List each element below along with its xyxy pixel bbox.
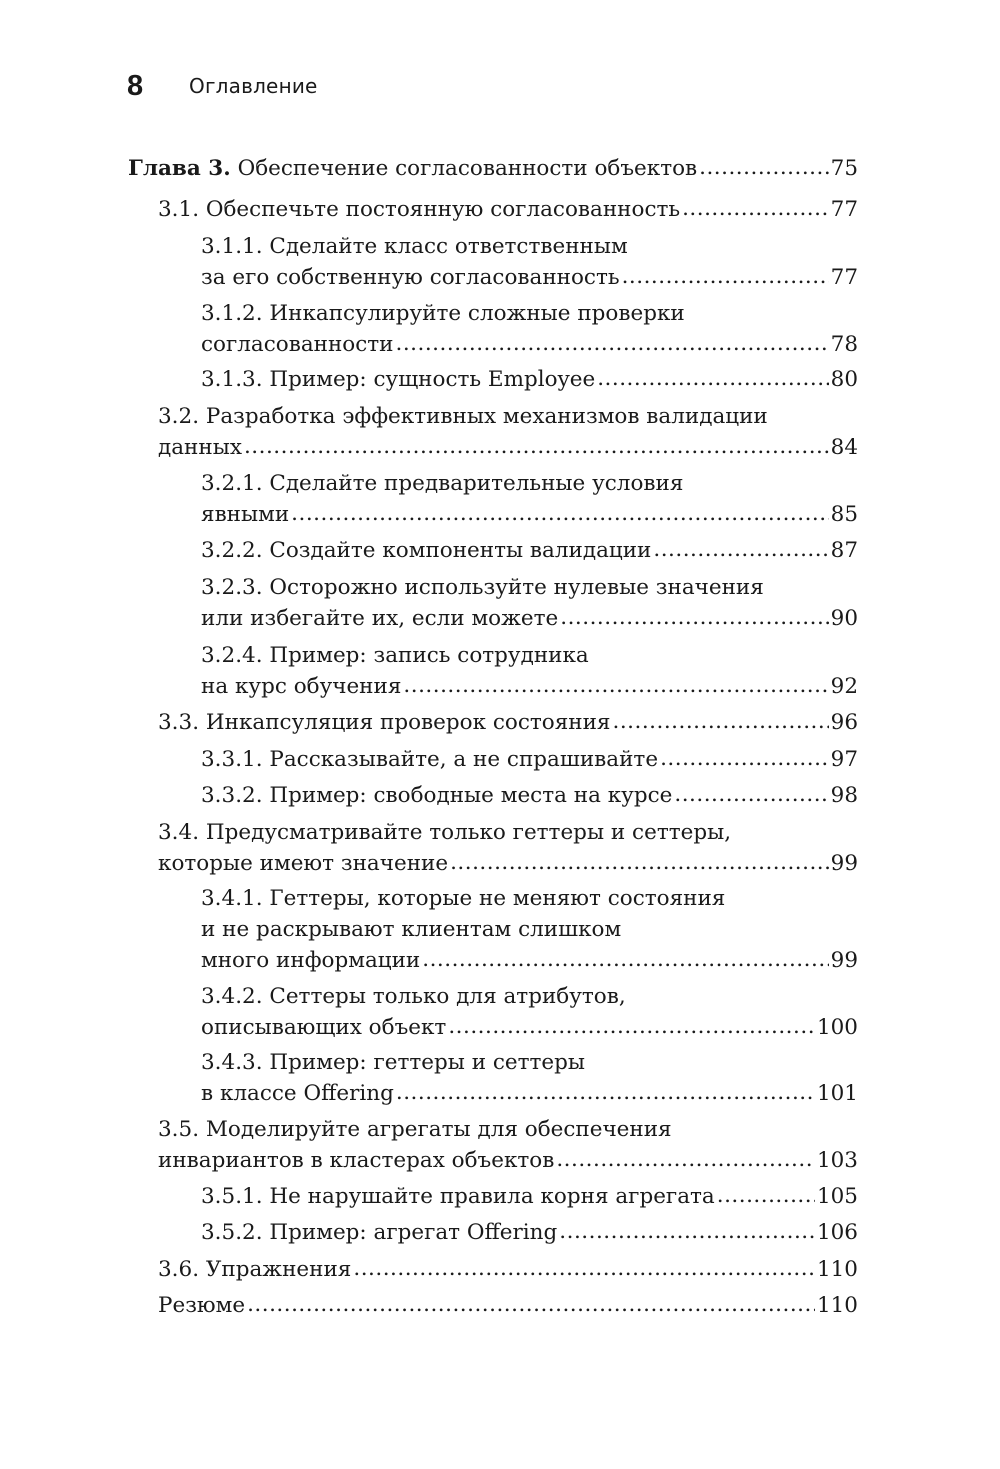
- dot-leader: [717, 1180, 815, 1211]
- toc-entry-3-2-1: [201, 468, 858, 530]
- toc-entry-text: согласованности: [201, 332, 394, 357]
- toc-entry-text: в классе Offering: [201, 1081, 394, 1106]
- dot-leader: [291, 498, 828, 529]
- toc-page-number: 99: [830, 948, 858, 973]
- toc-page-number: 105: [816, 1184, 858, 1209]
- toc-entry-text: данных: [158, 435, 242, 460]
- toc-entry-text: 3.3.1. Рассказывайте, а не спрашивайте: [201, 747, 659, 772]
- toc-entry-summary: [158, 1290, 858, 1321]
- running-head: Оглавление: [189, 74, 318, 98]
- dot-leader: [422, 944, 828, 975]
- toc-page-number: 75: [830, 156, 858, 181]
- dot-leader: [556, 1144, 815, 1175]
- dot-leader: [597, 363, 828, 394]
- page-number: 8: [127, 69, 144, 102]
- toc-entry-3-1-1: [201, 231, 858, 293]
- toc-entry-text: 3.1.1. Сделайте класс ответственным: [201, 234, 628, 259]
- toc-entry-3-3: [158, 707, 858, 738]
- toc-entry-3-4-1: [201, 883, 858, 976]
- chapter-title: Обеспечение согласованности объектов: [237, 156, 698, 181]
- dot-leader: [448, 1011, 815, 1042]
- toc-page-number: 78: [830, 332, 858, 357]
- toc-page-number: 77: [830, 265, 858, 290]
- toc-entry-text: 3.4.1. Геттеры, которые не меняют состояния: [201, 886, 726, 911]
- toc-entry-text: 3.2.1. Сделайте предварительные условия: [201, 471, 684, 496]
- toc-page-number: 99: [830, 851, 858, 876]
- toc-page-number: 101: [816, 1081, 858, 1106]
- toc-entry-text: 3.1. Обеспечьте постоянную согласованность: [158, 197, 681, 222]
- toc-page-number: 98: [830, 783, 858, 808]
- dot-leader: [247, 1289, 815, 1320]
- toc-page-number: 80: [830, 367, 858, 392]
- toc-page-number: 87: [830, 538, 858, 563]
- toc-page-number: 97: [830, 747, 858, 772]
- toc-entry-3-1-2: [201, 298, 858, 360]
- toc-entry-text: и не раскрывают клиентам слишком: [201, 917, 622, 942]
- toc-entry-text: 3.5. Моделируйте агрегаты для обеспечения: [158, 1117, 672, 1142]
- toc-entry-text: 3.2.4. Пример: запись сотрудника: [201, 643, 589, 668]
- dot-leader: [622, 261, 829, 292]
- toc-entry-text: Резюме: [158, 1293, 246, 1318]
- toc-page-number: 106: [816, 1220, 858, 1245]
- dot-leader: [450, 847, 829, 878]
- toc-page-number: 84: [830, 435, 858, 460]
- toc-entry-text: 3.3.2. Пример: свободные места на курсе: [201, 783, 673, 808]
- toc-page-number: 90: [830, 606, 858, 631]
- toc-entry-3-6: [158, 1254, 858, 1285]
- toc-entry-text: инвариантов в кластерах объектов: [158, 1148, 555, 1173]
- toc-entry-chapter-3: [128, 153, 858, 184]
- dot-leader: [699, 152, 829, 183]
- toc-entry-3-2-3: [201, 572, 858, 634]
- toc-entry-text: 3.2.2. Создайте компоненты валидации: [201, 538, 652, 563]
- toc-entry-3-1-3: [201, 364, 858, 395]
- toc-entry-text: [128, 153, 697, 184]
- toc-entry-3-1: [158, 194, 858, 225]
- toc-entry-3-2-2: [201, 535, 858, 566]
- toc-entry-3-3-1: [201, 744, 858, 775]
- dot-leader: [682, 193, 829, 224]
- toc-page-number: 96: [830, 710, 858, 735]
- toc-entry-text: 3.5.2. Пример: агрегат Offering: [201, 1220, 558, 1245]
- toc-entry-text: явными: [201, 502, 290, 527]
- toc-entry-text: описывающих объект: [201, 1015, 447, 1040]
- dot-leader: [560, 602, 828, 633]
- toc-entry-text: которые имеют значение: [158, 851, 449, 876]
- dot-leader: [660, 743, 829, 774]
- toc-page-number: 92: [830, 674, 858, 699]
- toc-entry-3-2: [158, 401, 858, 463]
- dot-leader: [353, 1253, 815, 1284]
- toc-entry-3-4-2: [201, 981, 858, 1043]
- toc-entry-text: 3.4. Предусматривайте только геттеры и сеттеры,: [158, 820, 732, 845]
- toc-entry-text: 3.6. Упражнения: [158, 1257, 352, 1282]
- toc-entry-3-3-2: [201, 780, 858, 811]
- toc-entry-3-2-4: [201, 640, 858, 702]
- dot-leader: [396, 328, 829, 359]
- toc-page-number: 110: [816, 1257, 858, 1282]
- dot-leader: [244, 431, 829, 462]
- dot-leader: [653, 534, 828, 565]
- toc-entry-3-5-2: [201, 1217, 858, 1248]
- toc-entry-3-5-1: [201, 1181, 858, 1212]
- toc-entry-text: 3.1.3. Пример: сущность Employee: [201, 367, 596, 392]
- toc-entry-text: на курс обучения: [201, 674, 402, 699]
- toc-entry-text: 3.5.1. Не нарушайте правила корня агрегата: [201, 1184, 715, 1209]
- dot-leader: [396, 1077, 815, 1108]
- toc-entry-text: или избегайте их, если можете: [201, 606, 559, 631]
- toc-entry-text: за его собственную согласованность: [201, 265, 620, 290]
- toc-page-number: 103: [816, 1148, 858, 1173]
- toc-page-number: 77: [830, 197, 858, 222]
- dot-leader: [674, 779, 828, 810]
- toc-entry-text: 3.1.2. Инкапсулируйте сложные проверки: [201, 301, 685, 326]
- toc-entry-text: 3.4.2. Сеттеры только для атрибутов,: [201, 984, 626, 1009]
- toc-entry-text: 3.3. Инкапсуляция проверок состояния: [158, 710, 611, 735]
- toc-entry-text: 3.2. Разработка эффективных механизмов валидации: [158, 404, 768, 429]
- dot-leader: [559, 1216, 815, 1247]
- dot-leader: [403, 670, 828, 701]
- toc-entry-3-5: [158, 1114, 858, 1176]
- toc-entry-3-4-3: [201, 1047, 858, 1109]
- toc-entry-text: 3.4.3. Пример: геттеры и сеттеры: [201, 1050, 586, 1075]
- chapter-label: Глава 3.: [128, 156, 231, 181]
- toc-page-number: 100: [816, 1015, 858, 1040]
- toc-page-number: 85: [830, 502, 858, 527]
- toc-entry-text: много информации: [201, 948, 421, 973]
- toc-page-number: 110: [816, 1293, 858, 1318]
- toc-entry-3-4: [158, 817, 858, 879]
- dot-leader: [613, 706, 829, 737]
- page-header: [127, 66, 318, 106]
- toc-entry-text: 3.2.3. Осторожно используйте нулевые значения: [201, 575, 764, 600]
